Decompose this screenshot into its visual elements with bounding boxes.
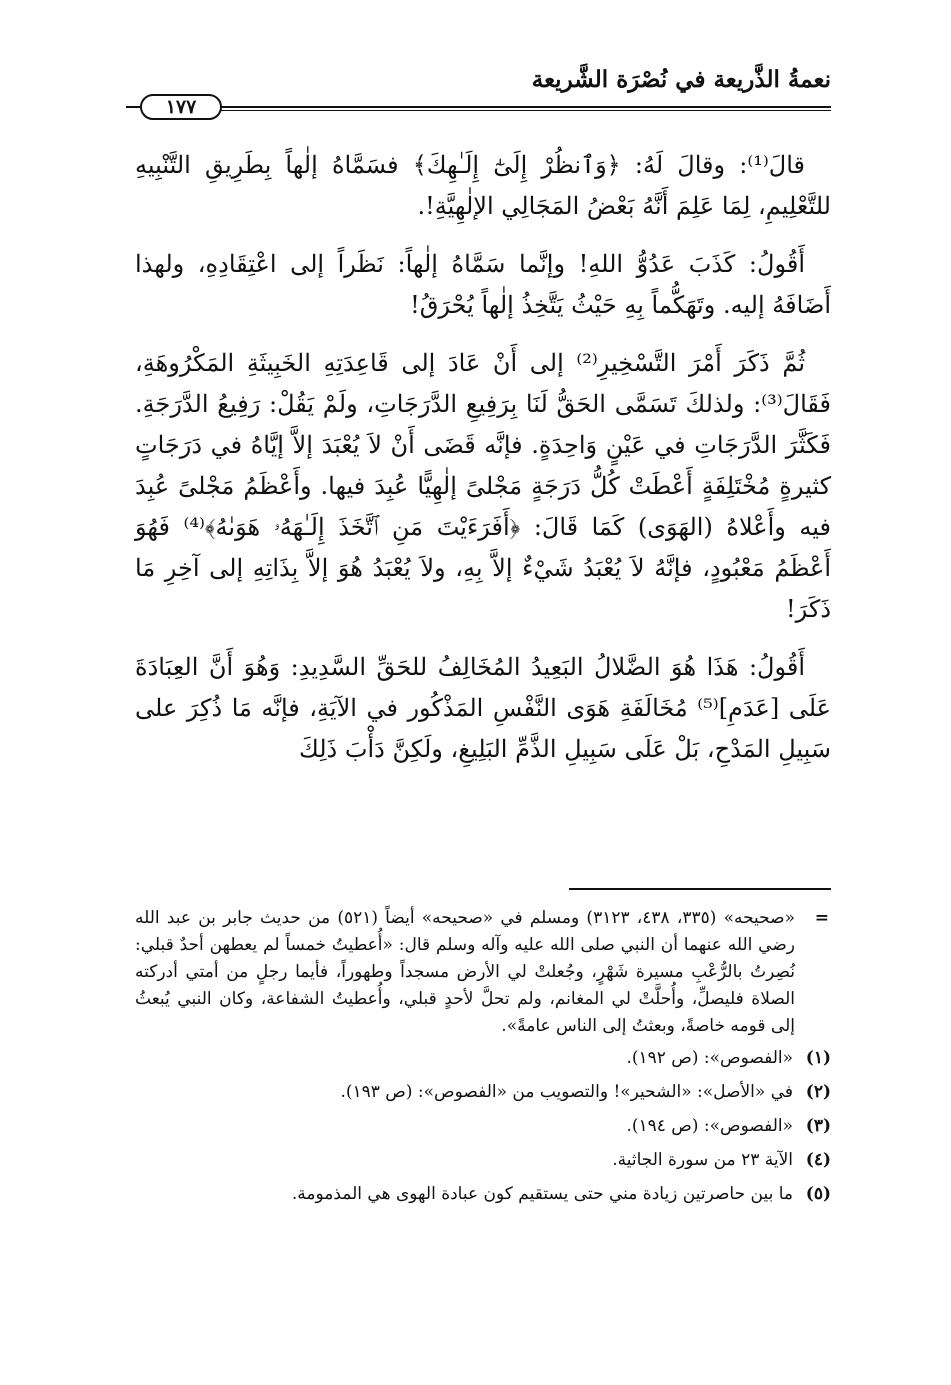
paragraph: ثُمَّ ذَكَرَ أَمْرَ التَّسْخِيرِ⁽²⁾ إلى أَنْ عَادَ إلى قَاعِدَتِهِ الخَبِيثَةِ المَكْرُوهَةِ، فَقَالَ⁽³⁾: ولذلكَ تَسَمَّى الحَقُّ لَنَا بِرَفِيعِ الدَّرَجَاتِ، ولَمْ يَقُلْ: رَفِيعُ الدَّرَجَةِ. فَكَثَّرَ الدَّرَجَاتِ في عَيْنٍ وَاحِدَةٍ. فإنَّه قَضَى أَنْ لاَ يُعْبَدَ إلاَّ إيَّاهُ في دَرَجَاتٍ كثيرةٍ مُخْتَلِفَةٍ أَعْطَتْ كُلُّ دَرَجَةٍ مَجْلىً إلٰهِيًّا عُبِدَ فيها. وأَعْظَمُ مَجْلىً عُبِدَ فيه وأَعْلاهُ (الهَوَى) كَمَا قَالَ: ﴿أَفَرَءَيْتَ مَنِ ٱتَّخَذَ إِلَـٰهَهُۥ هَوَىٰهُ﴾⁽⁴⁾ فَهُوَ أَعْظَمُ مَعْبُودٍ، فإنَّهُ لاَ يُعْبَدُ شَيْءٌ إلاَّ بِهِ، ولاَ يُعْبَدُ هُوَ إلاَّ بِذَاتِهِ إلى آخِرِ مَا ذَكَرَ! <box>135 349 831 623</box>
footnote <box>135 1147 831 1174</box>
footnote-number: (٥) <box>805 1184 831 1204</box>
running-header-title: نعمةُ الذَّريعة في نُصْرَة الشَّريعة <box>531 66 831 93</box>
footnote-number: (٤) <box>805 1150 831 1170</box>
footnote-text: الآية ٢٣ من سورة الجاثية. <box>612 1150 793 1170</box>
footnote-separator <box>569 888 831 890</box>
header-rule <box>200 106 831 111</box>
footnote-number: (١) <box>805 1048 831 1068</box>
footnote <box>135 1045 831 1072</box>
paragraph: أَقُولُ: كَذَبَ عَدُوُّ اللهِ! وإنَّما سَمَّاهُ إلٰهاً: نَظَراً إلى اعْتِقَادِهِ، ولهذا أَضَافَهُ إليه. وتَهَكُّماً بِهِ حَيْثُ يَتَّخِذُ إلٰهاً يُحْرَقُ! <box>135 250 831 319</box>
paragraph: أَقُولُ: هَذَا هُوَ الضَّلالُ البَعِيدُ المُخَالِفُ للحَقِّ السَّدِيدِ: وَهُوَ أَنَّ العِبَادَةَ عَلَى [عَدَمِ]⁽⁵⁾ مُخَالَفَةِ هَوَى النَّفْسِ المَذْكُور في الآيَةِ، فإنَّه مَا ذُكِرَ على سَبِيلِ المَدْحِ، بَلْ عَلَى سَبِيلِ الذَّمِّ البَلِيغِ، ولَكِنَّ دَأْبَ ذَلِكَ <box>135 653 832 763</box>
continuation-marker: = <box>814 908 829 928</box>
footnotes <box>135 905 831 1215</box>
footnote-text: «الفصوص»: (ص ١٩٢). <box>626 1048 793 1068</box>
footnote-text: «الفصوص»: (ص ١٩٤). <box>626 1116 793 1136</box>
footnote-number: (٢) <box>805 1082 831 1102</box>
paragraph: قالَ⁽¹⁾: وقالَ لَهُ: ﴿وَٱنظُرْ إِلَىٰٓ إِلَـٰهِكَ﴾ فسَمَّاهُ إلٰهاً بِطَرِيقِ التَّنْبِيهِ للتَّعْلِيمِ، لِمَا عَلِمَ أَنَّهُ بَعْضُ المَجَالِي الإلٰهِيَّةِ!. <box>135 151 831 220</box>
footnote-number: (٣) <box>805 1116 831 1136</box>
footnote <box>135 1079 831 1106</box>
footnote-text: في «الأصل»: «الشحير»! والتصويب من «الفصوص»: (ص ١٩٣). <box>340 1082 793 1102</box>
main-text <box>135 145 831 787</box>
continued-footnote <box>135 905 831 1040</box>
footnote <box>135 1113 831 1140</box>
footnote <box>135 1181 831 1208</box>
continued-footnote-text: «صحيحه» (٣٣٥، ٤٣٨، ٣١٢٣) ومسلم في «صحيحه» أيضاً (٥٢١) من حديث جابر بن عبد الله رضي الله عنهما أن النبي صلى الله عليه وآله وسلم قال: «أُعطيتُ خمساً لم يعطهن أحدٌ قبلي: نُصِرتُ بالرُّعْبِ مسيرة شَهْرٍ، وجُعلتْ لي الأرض مسجداً وطهوراً، فأيما رجلٍ من أمتي أدركته الصلاة فليصلِّ، وأُحلَّتْ لي المغانم، ولم تحلَّ لأحدٍ قبلي، وأُعطيتُ الشفاعة، وكان النبي يُبعثُ إلى قومه خاصةً، وبعثتُ إلى الناس عامةً». <box>135 908 795 1036</box>
page-number: ١٧٧ <box>140 94 222 120</box>
footnote-text: ما بين حاصرتين زيادة مني حتى يستقيم كون عبادة الهوى هي المذمومة. <box>291 1184 793 1204</box>
